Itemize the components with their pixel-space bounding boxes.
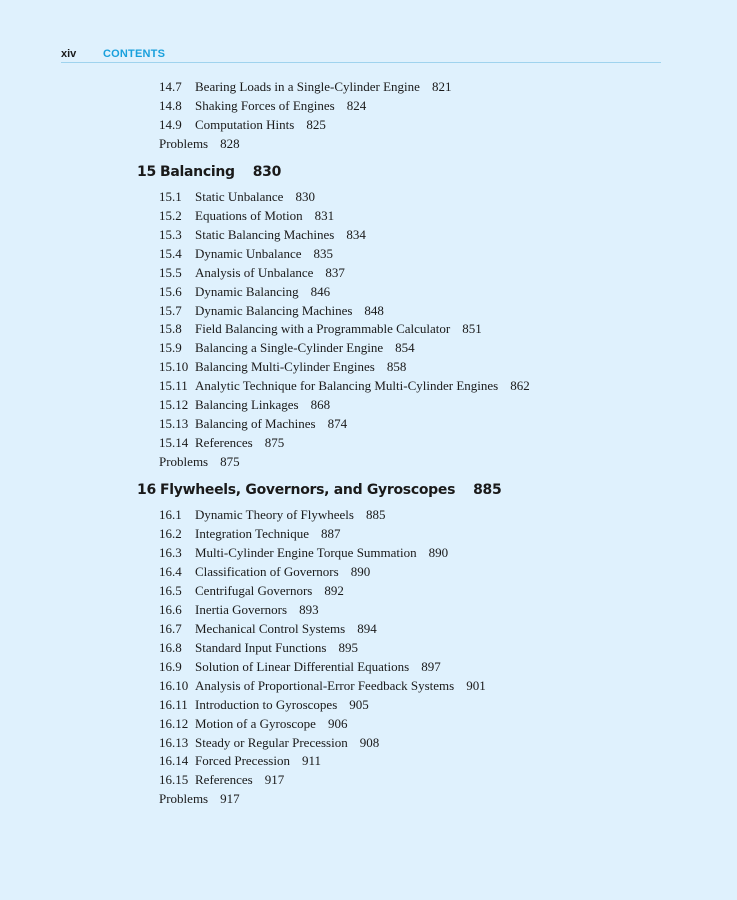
entry-page-number: 911 [301, 753, 321, 769]
toc-entry[interactable] [159, 245, 333, 263]
entry-title: Classification of Governors [195, 563, 339, 579]
entry-page-number: 895 [338, 639, 358, 655]
toc-entry[interactable] [159, 434, 284, 452]
entry-title: Steady or Regular Precession [195, 734, 348, 750]
entry-page-number: 897 [421, 658, 441, 674]
entry-number: 16.2 [159, 526, 182, 541]
entry-page-number: 862 [510, 378, 530, 394]
entry-page-number: 821 [431, 79, 452, 94]
chapter-title: Flywheels, Governors, and Gyroscopes [160, 482, 456, 498]
entry-title: Introduction to Gyroscopes [195, 696, 338, 712]
entry-page-number: 824 [346, 98, 367, 113]
entry-title: References [195, 772, 253, 788]
chapter-page-number: 830 [252, 163, 282, 180]
entry-number: 15.7 [159, 302, 182, 318]
entry-number: 16.7 [159, 620, 182, 636]
entry-title: Shaking Forces of Engines [195, 98, 335, 113]
toc-entry[interactable] [159, 377, 530, 395]
entry-title: Integration Technique [195, 526, 310, 541]
entry-title: Problems [159, 135, 209, 151]
entry-number: 14.8 [159, 98, 182, 113]
toc-entry[interactable] [159, 116, 326, 134]
entry-page-number: 828 [220, 135, 240, 151]
entry-title: Analysis of Proportional-Error Feedback Systems [195, 677, 455, 693]
entry-title: Problems [159, 454, 209, 470]
entry-number: 16.10 [159, 677, 189, 693]
entry-page-number: 887 [321, 526, 341, 541]
entry-page-number: 834 [346, 226, 366, 242]
toc-entry[interactable] [159, 302, 384, 320]
entry-title: Problems [159, 791, 209, 807]
toc-entry[interactable] [159, 734, 379, 752]
entry-page-number: 906 [327, 715, 348, 731]
entry-page-number: 851 [462, 321, 482, 337]
entry-title: References [195, 435, 253, 451]
entry-title: Forced Precession [195, 753, 290, 769]
entry-page-number: 858 [386, 359, 407, 375]
entry-number: 15.3 [159, 226, 182, 242]
entry-title: Balancing a Single-Cylinder Engine [195, 340, 384, 356]
entry-title: Bearing Loads in a Single-Cylinder Engine [195, 79, 420, 94]
toc-entry[interactable] [159, 771, 284, 789]
toc-entry[interactable] [159, 563, 370, 581]
entry-page-number: 875 [264, 435, 285, 451]
chapter-page-number: 885 [473, 482, 502, 498]
toc-entry[interactable] [159, 264, 345, 282]
entry-page-number: 893 [299, 601, 319, 617]
entry-page-number: 901 [466, 677, 486, 693]
toc-entry[interactable] [159, 358, 406, 376]
entry-number: 16.15 [159, 772, 189, 788]
toc-entry[interactable] [159, 207, 334, 225]
entry-page-number: 848 [364, 302, 384, 318]
entry-number: 16.1 [159, 507, 182, 522]
entry-title: Motion of a Gyroscope [195, 715, 316, 731]
chapter-number: 16 [137, 482, 156, 498]
entry-page-number: 874 [327, 416, 348, 432]
entry-page-number: 908 [359, 734, 380, 750]
entry-page-number: 854 [395, 340, 415, 356]
toc-entry[interactable] [159, 525, 341, 543]
entry-number: 16.13 [159, 734, 189, 750]
entry-page-number: 846 [310, 283, 331, 299]
chapter-heading[interactable] [137, 162, 281, 182]
chapter-number: 15 [137, 163, 156, 180]
entry-page-number: 917 [220, 791, 240, 807]
entry-title: Dynamic Theory of Flywheels [195, 507, 354, 522]
entry-page-number: 825 [306, 116, 326, 132]
entry-number: 16.3 [159, 544, 182, 560]
entry-page-number: 837 [325, 264, 345, 280]
entry-title: Analysis of Unbalance [195, 264, 314, 280]
entry-page-number: 875 [220, 454, 240, 470]
entry-number: 14.7 [159, 79, 182, 94]
entry-number: 15.8 [159, 321, 182, 337]
entry-number: 14.9 [159, 116, 182, 132]
toc-entry[interactable] [159, 582, 344, 600]
toc-entry[interactable] [159, 396, 330, 414]
entry-title: Centrifugal Governors [195, 582, 313, 598]
entry-number: 15.6 [159, 283, 182, 299]
entry-number: 15.1 [159, 188, 182, 204]
entry-number: 16.12 [159, 715, 189, 731]
entry-title: Dynamic Unbalance [195, 245, 302, 261]
entry-title: Static Unbalance [195, 188, 284, 204]
running-header [61, 46, 661, 63]
entry-number: 16.11 [159, 696, 188, 712]
entry-title: Dynamic Balancing [195, 283, 299, 299]
entry-page-number: 831 [314, 207, 335, 223]
toc-entry[interactable] [159, 78, 451, 96]
page-number: xiv [61, 48, 77, 60]
entry-title: Mechanical Control Systems [195, 620, 346, 636]
entry-page-number: 890 [350, 563, 371, 579]
entry-title: Multi-Cylinder Engine Torque Summation [195, 544, 417, 560]
toc-entry[interactable] [159, 601, 319, 619]
toc-entry[interactable] [159, 339, 415, 357]
toc-problems-entry[interactable] [159, 453, 240, 471]
entry-number: 15.12 [159, 397, 189, 413]
entry-number: 16.8 [159, 639, 182, 655]
toc-entry[interactable] [159, 544, 448, 562]
entry-number: 16.5 [159, 582, 182, 598]
toc-entry[interactable] [159, 715, 347, 733]
entry-number: 15.14 [159, 435, 189, 451]
entry-page-number: 890 [428, 544, 449, 560]
toc-entry[interactable] [159, 97, 366, 115]
entry-number: 15.2 [159, 207, 182, 223]
toc-entry[interactable] [159, 226, 366, 244]
entry-number: 15.11 [159, 378, 188, 394]
entry-number: 15.10 [159, 359, 189, 375]
entry-page-number: 892 [324, 582, 344, 598]
entry-number: 15.5 [159, 264, 182, 280]
entry-title: Computation Hints [195, 116, 295, 132]
entry-number: 16.4 [159, 563, 182, 579]
entry-number: 16.9 [159, 658, 182, 674]
toc-entry[interactable] [159, 283, 330, 301]
entry-title: Solution of Linear Differential Equations [195, 658, 410, 674]
toc-entry[interactable] [159, 188, 315, 206]
entry-number: 15.13 [159, 416, 189, 432]
entry-title: Analytic Technique for Balancing Multi-Cylinder Engines [195, 378, 499, 394]
chapter-title: Balancing [160, 163, 235, 180]
entry-page-number: 830 [295, 188, 315, 204]
toc-problems-entry[interactable] [159, 135, 240, 153]
entry-title: Balancing Linkages [195, 397, 299, 413]
entry-page-number: 835 [313, 245, 333, 261]
entry-page-number: 905 [349, 696, 369, 712]
toc-entry[interactable] [159, 506, 385, 524]
entry-page-number: 894 [357, 620, 377, 636]
entry-page-number: 885 [365, 507, 386, 522]
entry-title: Standard Input Functions [195, 639, 327, 655]
entry-number: 15.4 [159, 245, 182, 261]
toc-entry[interactable] [159, 696, 369, 714]
entry-title: Balancing Multi-Cylinder Engines [195, 359, 375, 375]
toc-entry[interactable] [159, 320, 482, 338]
entry-title: Equations of Motion [195, 207, 303, 223]
entry-title: Static Balancing Machines [195, 226, 335, 242]
entry-title: Inertia Governors [195, 601, 288, 617]
entry-title: Balancing of Machines [195, 416, 316, 432]
toc-entry[interactable] [159, 752, 321, 770]
entry-title: Dynamic Balancing Machines [195, 302, 353, 318]
chapter-heading[interactable] [137, 480, 501, 500]
entry-number: 16.14 [159, 753, 189, 769]
toc-entry[interactable] [159, 620, 377, 638]
toc-entry[interactable] [159, 639, 358, 657]
entry-page-number: 917 [264, 772, 285, 788]
toc-entry[interactable] [159, 658, 441, 676]
toc-entry[interactable] [159, 415, 347, 433]
toc-entry[interactable] [159, 677, 486, 695]
entry-title: Field Balancing with a Programmable Calculator [195, 321, 451, 337]
entry-number: 15.9 [159, 340, 182, 356]
toc-problems-entry[interactable] [159, 790, 240, 808]
entry-page-number: 868 [310, 397, 331, 413]
section-title: CONTENTS [103, 48, 166, 60]
entry-number: 16.6 [159, 601, 182, 617]
